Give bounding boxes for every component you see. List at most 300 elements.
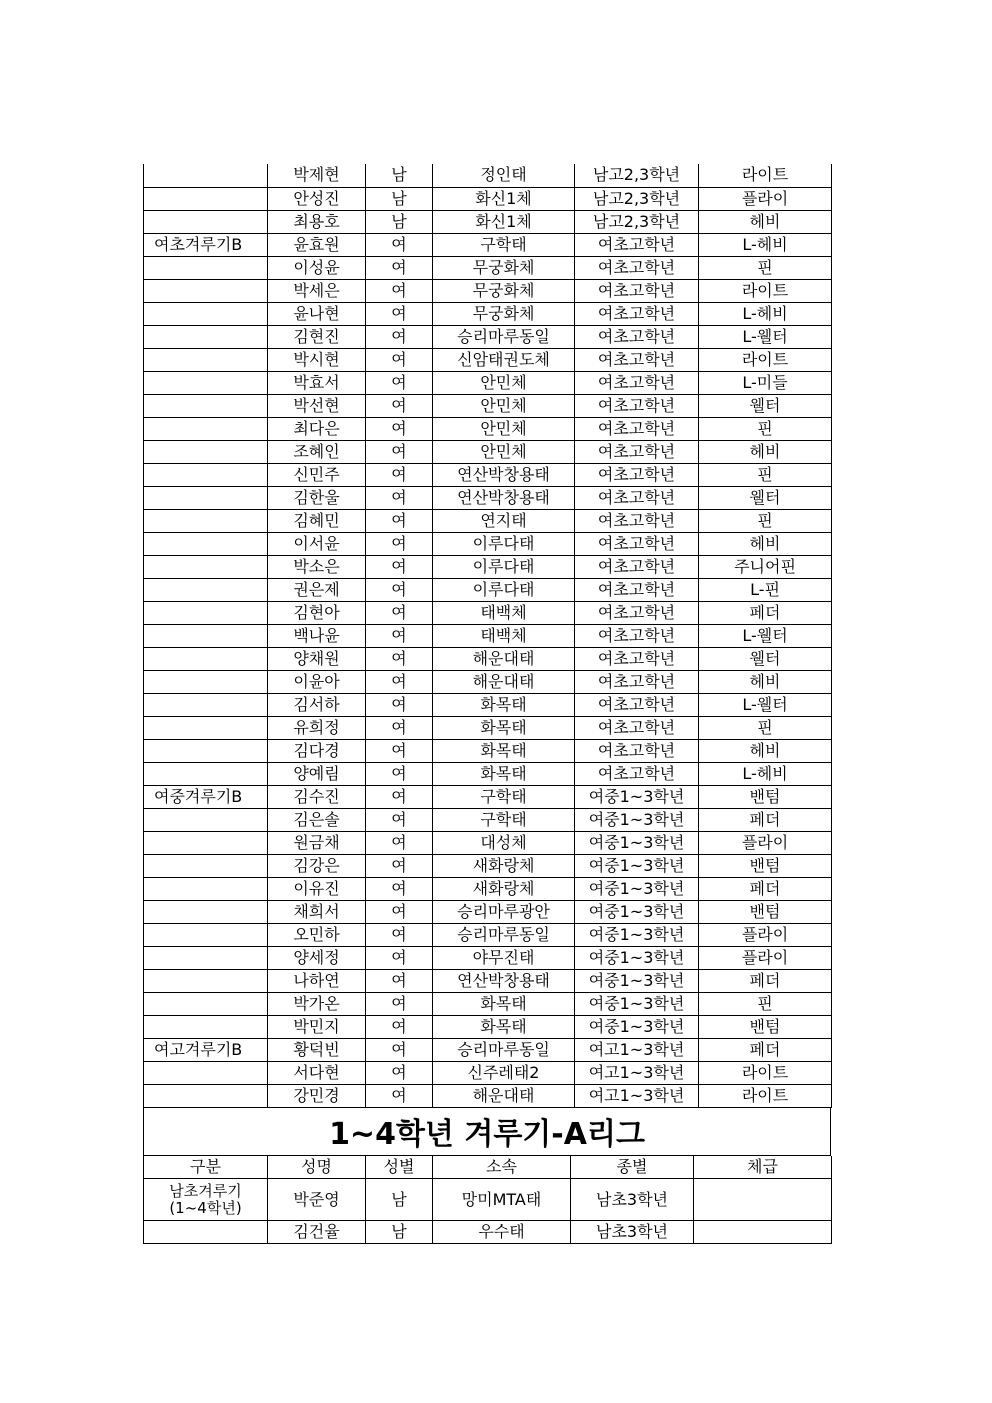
name-cell: 김혜민 — [268, 509, 366, 532]
affiliation-cell: 화신1체 — [433, 210, 575, 233]
gender-cell: 여 — [366, 555, 433, 578]
affiliation-cell: 연산박창용태 — [433, 486, 575, 509]
weight-cell: L-웰터 — [699, 325, 832, 348]
table-row — [144, 325, 832, 348]
gender-cell: 여 — [366, 371, 433, 394]
grade-cell: 여중1~3학년 — [575, 969, 699, 992]
affiliation-cell: 신주레태2 — [433, 1061, 575, 1084]
gender-cell: 여 — [366, 578, 433, 601]
weight-cell: L-미들 — [699, 371, 832, 394]
gender-cell: 여 — [366, 440, 433, 463]
category-cell — [144, 716, 268, 739]
grade-cell: 여고1~3학년 — [575, 1038, 699, 1061]
affiliation-cell: 안민체 — [433, 394, 575, 417]
weight-cell: 헤비 — [699, 210, 832, 233]
name-cell: 박준영 — [268, 1179, 366, 1221]
grade-cell: 남고2,3학년 — [575, 164, 699, 187]
affiliation-cell: 구학태 — [433, 808, 575, 831]
gender-cell: 남 — [366, 1221, 433, 1244]
category-cell — [144, 923, 268, 946]
header-grade: 종별 — [571, 1156, 694, 1179]
table-row — [144, 946, 832, 969]
affiliation-cell: 연산박창용태 — [433, 969, 575, 992]
grade-cell: 여초고학년 — [575, 578, 699, 601]
category-cell — [144, 969, 268, 992]
weight-cell: L-헤비 — [699, 762, 832, 785]
name-cell: 김서하 — [268, 693, 366, 716]
weight-cell: 핀 — [699, 417, 832, 440]
weight-cell: 라이트 — [699, 348, 832, 371]
grade-cell: 여초고학년 — [575, 693, 699, 716]
grade-cell: 여초고학년 — [575, 325, 699, 348]
category-cell — [144, 1084, 268, 1107]
category-cell — [144, 371, 268, 394]
affiliation-cell: 승리마루광안 — [433, 900, 575, 923]
table-row — [144, 578, 832, 601]
grade-cell: 여초고학년 — [575, 440, 699, 463]
grade-cell: 여중1~3학년 — [575, 946, 699, 969]
name-cell: 양예림 — [268, 762, 366, 785]
name-cell: 채희서 — [268, 900, 366, 923]
grade-cell: 여중1~3학년 — [575, 877, 699, 900]
affiliation-cell: 해운대태 — [433, 670, 575, 693]
affiliation-cell: 승리마루동일 — [433, 1038, 575, 1061]
table-row — [144, 509, 832, 532]
table-row — [144, 854, 832, 877]
grade-cell: 여초고학년 — [575, 739, 699, 762]
category-cell — [144, 325, 268, 348]
gender-cell: 여 — [366, 739, 433, 762]
grade-cell: 여초고학년 — [575, 670, 699, 693]
grade-cell: 여초고학년 — [575, 532, 699, 555]
name-cell: 박가온 — [268, 992, 366, 1015]
category-cell — [144, 624, 268, 647]
league-a-table — [143, 1156, 832, 1245]
name-cell: 박소은 — [268, 555, 366, 578]
table-row — [144, 785, 832, 808]
gender-cell: 남 — [366, 187, 433, 210]
affiliation-cell: 화목태 — [433, 693, 575, 716]
weight-cell: 페더 — [699, 808, 832, 831]
grade-cell: 남고2,3학년 — [575, 210, 699, 233]
grade-cell: 여중1~3학년 — [575, 785, 699, 808]
affiliation-cell: 신암태권도체 — [433, 348, 575, 371]
weight-cell: 페더 — [699, 877, 832, 900]
table-row — [144, 647, 832, 670]
category-cell — [144, 578, 268, 601]
name-cell: 박시현 — [268, 348, 366, 371]
name-cell: 안성진 — [268, 187, 366, 210]
header-name: 성명 — [268, 1156, 366, 1179]
grade-cell: 여초고학년 — [575, 279, 699, 302]
grade-cell: 여초고학년 — [575, 716, 699, 739]
weight-cell: 핀 — [699, 509, 832, 532]
gender-cell: 여 — [366, 923, 433, 946]
category-cell — [144, 1015, 268, 1038]
affiliation-cell: 이루다태 — [433, 555, 575, 578]
affiliation-cell: 야무진태 — [433, 946, 575, 969]
gender-cell: 여 — [366, 693, 433, 716]
category-cell — [144, 210, 268, 233]
table-row — [144, 1061, 832, 1084]
league-b-rows — [144, 164, 832, 1107]
affiliation-cell: 구학태 — [433, 785, 575, 808]
affiliation-cell: 해운대태 — [433, 647, 575, 670]
name-cell: 이서윤 — [268, 532, 366, 555]
affiliation-cell: 화목태 — [433, 1015, 575, 1038]
table-row — [144, 969, 832, 992]
table-row — [144, 1084, 832, 1107]
affiliation-cell: 망미MTA태 — [433, 1179, 571, 1221]
grade-cell: 여중1~3학년 — [575, 900, 699, 923]
category-cell — [144, 601, 268, 624]
gender-cell: 여 — [366, 831, 433, 854]
gender-cell: 여 — [366, 509, 433, 532]
grade-cell: 여중1~3학년 — [575, 1015, 699, 1038]
name-cell: 김은솔 — [268, 808, 366, 831]
category-cell — [144, 486, 268, 509]
weight-cell: 플라이 — [699, 946, 832, 969]
gender-cell: 남 — [366, 164, 433, 187]
table-row — [144, 601, 832, 624]
weight-cell: 라이트 — [699, 1061, 832, 1084]
gender-cell: 남 — [366, 210, 433, 233]
grade-cell: 여초고학년 — [575, 486, 699, 509]
table-row — [144, 716, 832, 739]
category-cell — [144, 417, 268, 440]
gender-cell: 여 — [366, 670, 433, 693]
affiliation-cell: 안민체 — [433, 371, 575, 394]
name-cell: 나하연 — [268, 969, 366, 992]
gender-cell: 여 — [366, 325, 433, 348]
weight-cell: 페더 — [699, 1038, 832, 1061]
weight-cell: L-헤비 — [699, 233, 832, 256]
grade-cell: 여초고학년 — [575, 348, 699, 371]
category-cell — [144, 992, 268, 1015]
category-cell: 여초겨루기B — [144, 233, 268, 256]
table-row — [144, 187, 832, 210]
name-cell: 최용호 — [268, 210, 366, 233]
category-cell — [144, 670, 268, 693]
category-cell — [144, 808, 268, 831]
category-cell — [144, 555, 268, 578]
league-a-title: 1~4학년 겨루기-A리그 — [143, 1108, 831, 1156]
table-row — [144, 1179, 832, 1221]
gender-cell: 여 — [366, 601, 433, 624]
category-line: (1~4학년) — [169, 1198, 242, 1217]
grade-cell: 여중1~3학년 — [575, 854, 699, 877]
category-line: 남초겨루기 — [169, 1181, 242, 1200]
table-row — [144, 1038, 832, 1061]
weight-cell: 헤비 — [699, 532, 832, 555]
table-row — [144, 555, 832, 578]
category-cell — [144, 831, 268, 854]
grade-cell: 남초3학년 — [571, 1221, 694, 1244]
affiliation-cell: 새화랑체 — [433, 854, 575, 877]
weight-cell: 밴텀 — [699, 900, 832, 923]
name-cell: 김강은 — [268, 854, 366, 877]
weight-cell: 밴텀 — [699, 1015, 832, 1038]
category-cell — [144, 279, 268, 302]
category-cell — [144, 1179, 268, 1221]
gender-cell: 여 — [366, 233, 433, 256]
name-cell: 김한울 — [268, 486, 366, 509]
table-row — [144, 348, 832, 371]
grade-cell: 여고1~3학년 — [575, 1084, 699, 1107]
grade-cell: 여초고학년 — [575, 762, 699, 785]
affiliation-cell: 태백체 — [433, 601, 575, 624]
name-cell: 김현아 — [268, 601, 366, 624]
weight-cell: 라이트 — [699, 1084, 832, 1107]
gender-cell: 여 — [366, 394, 433, 417]
name-cell: 김수진 — [268, 785, 366, 808]
gender-cell: 여 — [366, 279, 433, 302]
grade-cell: 여초고학년 — [575, 256, 699, 279]
gender-cell: 여 — [366, 900, 433, 923]
name-cell: 윤효원 — [268, 233, 366, 256]
name-cell: 양세정 — [268, 946, 366, 969]
name-cell: 황덕빈 — [268, 1038, 366, 1061]
table-row — [144, 992, 832, 1015]
grade-cell: 여초고학년 — [575, 417, 699, 440]
table-row — [144, 256, 832, 279]
affiliation-cell: 무궁화체 — [433, 302, 575, 325]
weight-cell: 플라이 — [699, 831, 832, 854]
weight-cell: 페더 — [699, 969, 832, 992]
table-row — [144, 463, 832, 486]
affiliation-cell: 우수태 — [433, 1221, 571, 1244]
affiliation-cell: 새화랑체 — [433, 877, 575, 900]
roster-sheet — [143, 164, 831, 1244]
category-cell — [144, 440, 268, 463]
name-cell: 신민주 — [268, 463, 366, 486]
gender-cell: 여 — [366, 302, 433, 325]
name-cell: 윤나현 — [268, 302, 366, 325]
header-affiliation: 소속 — [433, 1156, 571, 1179]
weight-cell: L-헤비 — [699, 302, 832, 325]
grade-cell: 여중1~3학년 — [575, 831, 699, 854]
weight-cell: 핀 — [699, 463, 832, 486]
table-row — [144, 371, 832, 394]
category-cell — [144, 463, 268, 486]
name-cell: 이윤아 — [268, 670, 366, 693]
weight-cell: 웰터 — [699, 647, 832, 670]
table-row — [144, 1015, 832, 1038]
category-cell — [144, 946, 268, 969]
weight-cell: 주니어핀 — [699, 555, 832, 578]
affiliation-cell: 화목태 — [433, 716, 575, 739]
header-category: 구분 — [144, 1156, 268, 1179]
weight-cell: 페더 — [699, 601, 832, 624]
gender-cell: 여 — [366, 992, 433, 1015]
gender-cell: 여 — [366, 417, 433, 440]
table-row — [144, 670, 832, 693]
category-cell — [144, 164, 268, 187]
gender-cell: 여 — [366, 624, 433, 647]
gender-cell: 여 — [366, 256, 433, 279]
grade-cell: 남초3학년 — [571, 1179, 694, 1221]
name-cell: 박민지 — [268, 1015, 366, 1038]
gender-cell: 여 — [366, 969, 433, 992]
affiliation-cell: 화목태 — [433, 762, 575, 785]
weight-cell: 웰터 — [699, 394, 832, 417]
category-cell — [144, 854, 268, 877]
table-row — [144, 394, 832, 417]
grade-cell: 여초고학년 — [575, 302, 699, 325]
category-cell — [144, 900, 268, 923]
weight-cell: 헤비 — [699, 670, 832, 693]
grade-cell: 여초고학년 — [575, 624, 699, 647]
name-cell: 백나윤 — [268, 624, 366, 647]
gender-cell: 여 — [366, 647, 433, 670]
category-cell — [144, 256, 268, 279]
gender-cell: 여 — [366, 1038, 433, 1061]
weight-cell: 웰터 — [699, 486, 832, 509]
gender-cell: 여 — [366, 808, 433, 831]
league-a-header-row — [144, 1156, 832, 1179]
table-row — [144, 624, 832, 647]
weight-cell: 플라이 — [699, 923, 832, 946]
grade-cell: 여중1~3학년 — [575, 923, 699, 946]
category-cell — [144, 187, 268, 210]
weight-cell — [694, 1221, 832, 1244]
category-cell — [144, 739, 268, 762]
name-cell: 권은제 — [268, 578, 366, 601]
grade-cell: 여초고학년 — [575, 233, 699, 256]
category-cell — [144, 647, 268, 670]
category-cell — [144, 1221, 268, 1244]
affiliation-cell: 무궁화체 — [433, 256, 575, 279]
gender-cell: 여 — [366, 716, 433, 739]
name-cell: 김다경 — [268, 739, 366, 762]
name-cell: 박세은 — [268, 279, 366, 302]
gender-cell: 여 — [366, 785, 433, 808]
category-cell — [144, 762, 268, 785]
affiliation-cell: 승리마루동일 — [433, 325, 575, 348]
category-cell — [144, 509, 268, 532]
name-cell: 김현진 — [268, 325, 366, 348]
name-cell: 서다현 — [268, 1061, 366, 1084]
table-row — [144, 900, 832, 923]
gender-cell: 여 — [366, 854, 433, 877]
weight-cell: 밴텀 — [699, 854, 832, 877]
header-gender: 성별 — [366, 1156, 433, 1179]
category-cell — [144, 1061, 268, 1084]
affiliation-cell: 정인태 — [433, 164, 575, 187]
gender-cell: 여 — [366, 463, 433, 486]
grade-cell: 여중1~3학년 — [575, 808, 699, 831]
affiliation-cell: 화신1체 — [433, 187, 575, 210]
table-row — [144, 923, 832, 946]
table-row — [144, 877, 832, 900]
table-row — [144, 164, 832, 187]
grade-cell: 여초고학년 — [575, 601, 699, 624]
category-cell: 여중겨루기B — [144, 785, 268, 808]
name-cell: 이성윤 — [268, 256, 366, 279]
table-row — [144, 210, 832, 233]
affiliation-cell: 화목태 — [433, 739, 575, 762]
grade-cell: 남고2,3학년 — [575, 187, 699, 210]
table-row — [144, 417, 832, 440]
table-row — [144, 302, 832, 325]
affiliation-cell: 이루다태 — [433, 532, 575, 555]
weight-cell: 밴텀 — [699, 785, 832, 808]
table-row — [144, 808, 832, 831]
gender-cell: 여 — [366, 1015, 433, 1038]
grade-cell: 여초고학년 — [575, 394, 699, 417]
gender-cell: 여 — [366, 877, 433, 900]
table-row — [144, 532, 832, 555]
affiliation-cell: 연산박창용태 — [433, 463, 575, 486]
gender-cell: 여 — [366, 946, 433, 969]
gender-cell: 여 — [366, 486, 433, 509]
name-cell: 김건율 — [268, 1221, 366, 1244]
affiliation-cell: 안민체 — [433, 417, 575, 440]
name-cell: 강민경 — [268, 1084, 366, 1107]
grade-cell: 여초고학년 — [575, 509, 699, 532]
affiliation-cell: 승리마루동일 — [433, 923, 575, 946]
header-weight: 체급 — [694, 1156, 832, 1179]
league-b-table — [143, 164, 832, 1108]
name-cell: 박효서 — [268, 371, 366, 394]
category-cell — [144, 302, 268, 325]
name-cell: 원금채 — [268, 831, 366, 854]
gender-cell: 여 — [366, 532, 433, 555]
grade-cell: 여초고학년 — [575, 647, 699, 670]
affiliation-cell: 화목태 — [433, 992, 575, 1015]
category-cell — [144, 532, 268, 555]
affiliation-cell: 해운대태 — [433, 1084, 575, 1107]
weight-cell: 헤비 — [699, 739, 832, 762]
category-cell: 여고겨루기B — [144, 1038, 268, 1061]
grade-cell: 여중1~3학년 — [575, 992, 699, 1015]
gender-cell: 남 — [366, 1179, 433, 1221]
table-row — [144, 440, 832, 463]
weight-cell: 라이트 — [699, 279, 832, 302]
table-row — [144, 831, 832, 854]
table-row — [144, 279, 832, 302]
weight-cell — [694, 1179, 832, 1221]
gender-cell: 여 — [366, 348, 433, 371]
grade-cell: 여고1~3학년 — [575, 1061, 699, 1084]
affiliation-cell: 대성체 — [433, 831, 575, 854]
category-cell — [144, 348, 268, 371]
name-cell: 유희정 — [268, 716, 366, 739]
weight-cell: L-핀 — [699, 578, 832, 601]
name-cell: 양채원 — [268, 647, 366, 670]
weight-cell: 핀 — [699, 716, 832, 739]
gender-cell: 여 — [366, 1061, 433, 1084]
name-cell: 박선현 — [268, 394, 366, 417]
table-row — [144, 1221, 832, 1244]
affiliation-cell: 이루다태 — [433, 578, 575, 601]
weight-cell: 플라이 — [699, 187, 832, 210]
name-cell: 박제현 — [268, 164, 366, 187]
gender-cell: 여 — [366, 1084, 433, 1107]
name-cell: 오민하 — [268, 923, 366, 946]
category-cell — [144, 693, 268, 716]
affiliation-cell: 무궁화체 — [433, 279, 575, 302]
name-cell: 이유진 — [268, 877, 366, 900]
weight-cell: L-웰터 — [699, 624, 832, 647]
weight-cell: 핀 — [699, 992, 832, 1015]
grade-cell: 여초고학년 — [575, 463, 699, 486]
gender-cell: 여 — [366, 762, 433, 785]
affiliation-cell: 구학태 — [433, 233, 575, 256]
table-row — [144, 762, 832, 785]
weight-cell: L-웰터 — [699, 693, 832, 716]
affiliation-cell: 연지태 — [433, 509, 575, 532]
